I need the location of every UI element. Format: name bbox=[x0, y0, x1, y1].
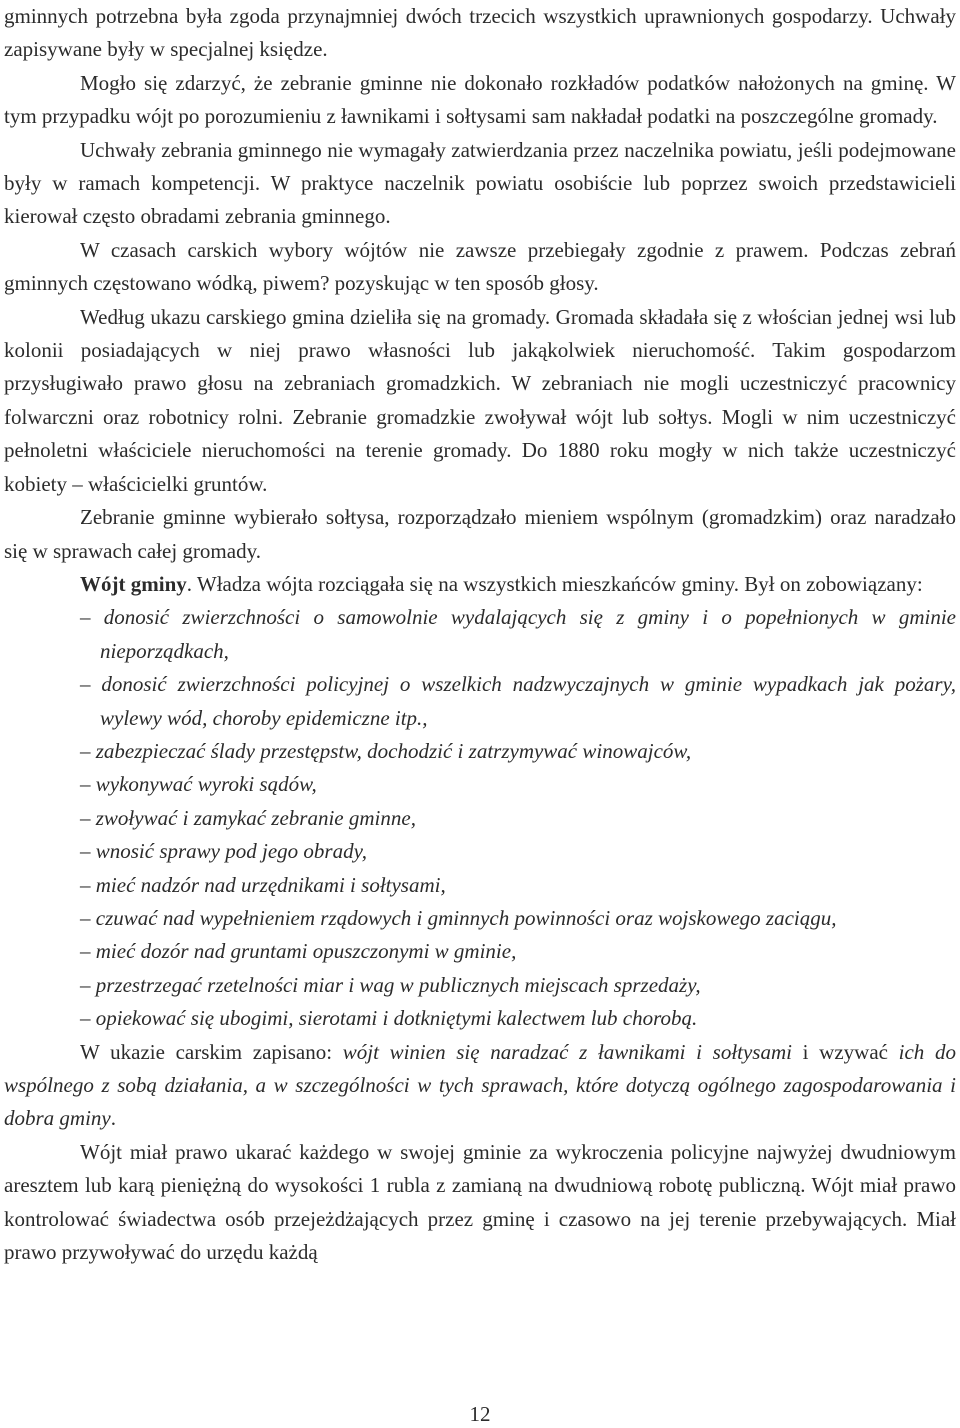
list-item-text: zwoływać i zamykać zebranie gminne, bbox=[95, 805, 416, 830]
list-item-text: wnosić sprawy pod jego obrady, bbox=[95, 839, 367, 864]
duties-list bbox=[4, 601, 956, 1035]
list-item bbox=[80, 601, 956, 668]
list-item bbox=[80, 802, 956, 835]
dash: – bbox=[80, 905, 91, 930]
dash: – bbox=[80, 972, 91, 997]
paragraph: Mogło się zdarzyć, że zebranie gminne nie dokonało rozkładów podatków nałożonych na gminę. W tym przypadku wójt po porozumieniu z ławnikami i sołtysami sam nakładał podatki na poszczególne gromady. bbox=[4, 70, 956, 129]
list-item bbox=[80, 768, 956, 801]
dash: – bbox=[80, 939, 91, 964]
dash: – bbox=[80, 672, 91, 697]
paragraph: Zebranie gminne wybierało sołtysa, rozporządzało mieniem wspólnym (gromadzkim) oraz naradzało się w sprawach całej gromady. bbox=[4, 505, 956, 563]
paragraph-ukaz bbox=[4, 1036, 956, 1136]
paragraph-text: . bbox=[110, 1106, 116, 1131]
dash: – bbox=[80, 605, 91, 630]
list-item-text: donosić zwierzchności policyjnej o wszelkich nadzwyczajnych w gminie wypadkach jak pożary, wylewy wód, choroby epidemiczne itp., bbox=[100, 672, 957, 730]
list-item bbox=[80, 735, 956, 768]
paragraph: gminnych potrzebna była zgoda przynajmniej dwóch trzecich wszystkich uprawnionych gospodarzy. Uchwały zapisywane były w specjalnej księdze. bbox=[4, 4, 956, 62]
list-item-text: mieć nadzór nad urzędnikami i sołtysami, bbox=[95, 872, 446, 897]
paragraph-wojt bbox=[4, 568, 956, 601]
dash: – bbox=[80, 872, 91, 897]
list-item-text: mieć dozór nad gruntami opuszczonymi w gminie, bbox=[95, 939, 517, 964]
list-item bbox=[80, 668, 956, 735]
list-item-text: opiekować się ubogimi, sierotami i dotkniętymi kalectwem lub chorobą. bbox=[95, 1006, 698, 1031]
list-item-text: donosić zwierzchności o samowolnie wydalających się z gminy i o popełnionych w gminie nieporządkach, bbox=[100, 605, 956, 663]
list-item-text: przestrzegać rzetelności miar i wag w publicznych miejscach sprzedaży, bbox=[95, 972, 701, 997]
quote-text: ich do wspólnego z sobą działania, a w szczególności w tych sprawach, które dotyczą ogólnego zagospodarowania i dobra gminy bbox=[4, 1039, 956, 1131]
dash: – bbox=[80, 738, 91, 763]
page-number: 12 bbox=[469, 1402, 491, 1426]
dash: – bbox=[80, 1006, 91, 1031]
dash: – bbox=[80, 772, 91, 797]
quote-text: wójt winien się naradzać z ławnikami i sołtysami bbox=[342, 1039, 792, 1064]
paragraph-text: W ukazie carskim zapisano: bbox=[80, 1039, 343, 1064]
list-item bbox=[80, 1002, 956, 1035]
list-item bbox=[80, 835, 956, 868]
list-item-text: czuwać nad wypełnieniem rządowych i gminnych powinności oraz wojskowego zaciągu, bbox=[95, 905, 837, 930]
list-item bbox=[80, 935, 956, 968]
paragraph: Wójt miał prawo ukarać każdego w swojej gminie za wykroczenia policyjne najwyżej dwudniowym aresztem lub karą pieniężną do wysokości 1 rubla z zamianą na dwudniową robotę publiczną. Wójt miał prawo kontrolować świadectwa osób przejeżdżających przez gminę i czasowo na jej terenie przebywających. Miał prawo przywoływać do urzędu każdą bbox=[4, 1139, 956, 1265]
paragraph-text: i wzywać bbox=[791, 1039, 899, 1064]
list-item bbox=[80, 969, 956, 1002]
paragraph: W czasach carskich wybory wójtów nie zawsze przebiegały zgodnie z prawem. Podczas zebrań gminnych częstowano wódką, piwem? pozyskując w ten sposób głosy. bbox=[4, 237, 956, 296]
paragraph: Uchwały zebrania gminnego nie wymagały zatwierdzania przez naczelnika powiatu, jeśli podejmowane były w ramach kompetencji. W praktyce naczelnik powiatu osobiście lub poprzez swoich przedstawicieli kierował często obradami zebrania gminnego. bbox=[4, 137, 956, 229]
paragraph-text: . Władza wójta rozciągała się na wszystkich mieszkańców gminy. Był on zobowiązany: bbox=[186, 571, 923, 596]
dash: – bbox=[80, 839, 91, 864]
list-item-text: wykonywać wyroki sądów, bbox=[95, 772, 317, 797]
list-item bbox=[80, 869, 956, 902]
wojt-heading: Wójt gminy bbox=[80, 571, 187, 596]
dash: – bbox=[80, 805, 91, 830]
paragraph: Według ukazu carskiego gmina dzieliła się na gromady. Gromada składała się z włościan jednej wsi lub kolonii posiadających w niej prawo własności lub jakąkolwiek nieruchomość. Takim gospodarzom przysługiwało prawo głosu na zebraniach gromadzkich. W zebraniach nie mogli uczestniczyć pracownicy folwarczni oraz robotnicy rolni. Zebranie gromadzkie zwoływał wójt lub sołtys. Mogli w nim uczestniczyć pełnoletni właściciele nieruchomości na terenie gromady. Do 1880 roku mogły w nich także uczestniczyć kobiety – właścicielki gruntów. bbox=[4, 304, 956, 496]
list-item-text: zabezpieczać ślady przestępstw, dochodzić i zatrzymywać winowajców, bbox=[95, 738, 692, 763]
list-item bbox=[80, 902, 956, 935]
